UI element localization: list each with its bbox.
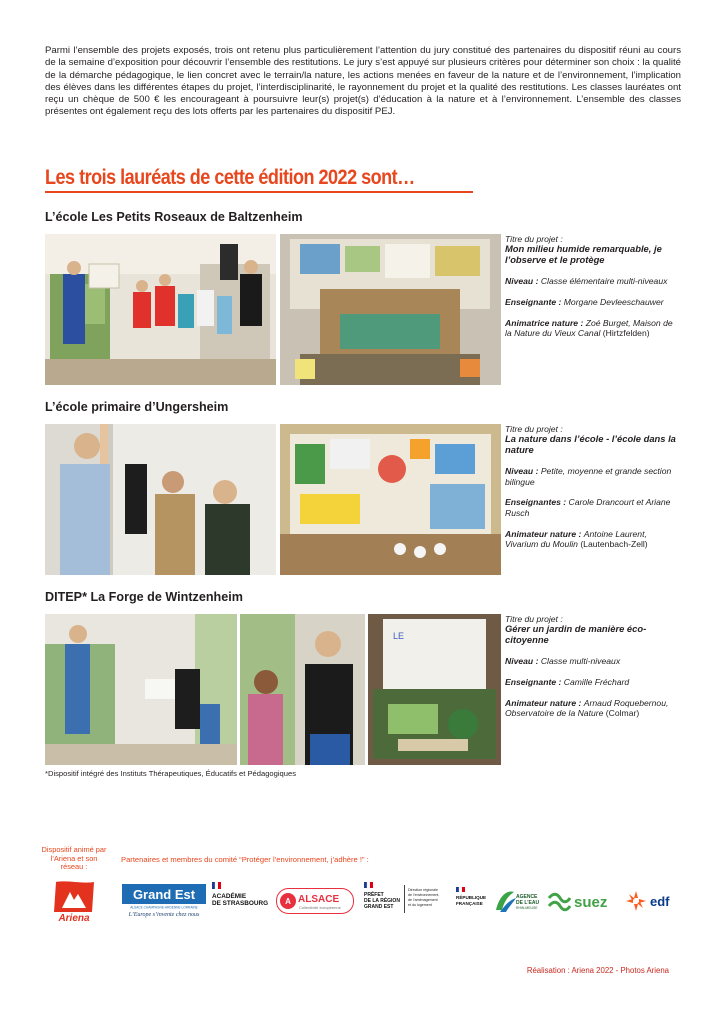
svg-text:A: A [285,897,291,906]
section-heading: Les trois lauréats de cette édition 2022 sont… [45,166,415,189]
winner-2-photo-speakers [45,424,276,575]
partners-label: Partenaires et membres du comité “Protéger l’environnement, j’adhère !” : [121,855,369,864]
grand-est-tagline: L’Europe s’invente chez nous [128,912,200,918]
teacher-label: Enseignante : [505,297,562,307]
grand-est-logo [122,884,206,918]
republique-francaise-logo [455,886,491,916]
winner-3-photo-model [368,614,501,765]
grand-est-title: Grand Est [132,887,196,902]
footnote: *Dispositif intégré des Instituts Thérapeutiques, Éducatifs et Pédagogiques [45,769,297,778]
teacher-value: Camille Fréchard [563,677,630,687]
teacher-value: Carole Drancourt et Ariane Rusch [505,497,671,518]
winner-2-info [505,424,681,560]
winner-1-info [505,234,681,349]
intro-paragraph: Parmi l’ensemble des projets exposés, trois ont retenu plus particulièrement l’attention du jury constitué des partenaires du dispositif réuni au cours de la semaine d’exposition pour découvrir l’ensemble des restitutions. Le jury s’est appuyé sur plusieurs critères pour déterminer son choix : la qualité de la démarche pédagogique, le lien concret avec le terrain/la nature, les actions menées en faveur de la nature et de l’environnement, l’implication des élèves dans les différentes étapes du projet, l’interdisciplinarité, le rayonnement du projet et la qualité des restitutions. Les classes lauréates ont reçu un chèque de 500 € les encourageant à poursuivre leur(s) projet(s) d’éducation à la nature et à l’environnement. L’ensemble des classes présentes ont également reçu des lots offerts par les partenaires du dispositif PEJ. [45,45,681,118]
animator-label: Animatrice nature : [505,317,584,328]
animation-label: Dispositif animé par l’Ariena et son réseau : [41,845,107,872]
dreal-line3: de l’aménagement [408,898,438,902]
level-value: Classe élémentaire multi-niveaux [540,276,668,287]
teacher-label: Enseignantes : [505,497,567,508]
academie-line2: DE STRASBOURG [212,900,269,907]
winner-2-photo-exhibit [280,424,501,575]
level-value: Classe multi-niveaux [540,656,621,667]
agence-line1: AGENCE [516,894,538,900]
project-title-label: Titre du projet : [505,234,563,244]
academie-strasbourg-logo [211,881,271,919]
credit-line: Réalisation : Ariena 2022 - Photos Ariena [526,966,669,975]
project-title-label: Titre du projet : [505,424,563,434]
level-value: Petite, moyenne et grande section bilingue [505,466,672,487]
academie-line1: ACADÉMIE [212,893,247,900]
animator-value: Antoine Laurent, Vivarium du Moulin [505,528,647,550]
project-title: Gérer un jardin de manière éco-citoyenne [505,623,647,645]
project-title-label: Titre du projet : [505,614,563,624]
teacher-label: Enseignante : [505,677,562,687]
alsace-name: ALSACE [298,894,340,905]
project-title: La nature dans l’école - l’école dans la nature [505,433,676,455]
prefet-line1: PRÉFET [364,892,384,898]
dreal-line1: Direction régionale [408,888,438,892]
svg-text:LE: LE [393,631,405,641]
level-label: Niveau : [505,656,539,667]
edf-text: edf [650,894,670,909]
alsace-sub: Collectivité européenne [299,905,341,910]
level-label: Niveau : [505,466,539,477]
winner-2-school-title: L’école primaire d’Ungersheim [45,400,229,414]
winner-3-photo-student-mic [240,614,365,765]
heading-underline [45,191,473,193]
winner-1-school-title: L’école Les Petits Roseaux de Baltzenheim [45,210,303,224]
agence-eau-logo [494,886,540,916]
agence-line3: RHIN-MEUSE [516,906,538,910]
project-title: Mon milieu humide remarquable, je l’observe et le protège [505,243,662,265]
animator-place: (Colmar) [605,708,640,719]
winner-1-photo-students [45,234,276,385]
winner-3-school-title: DITEP* La Forge de Wintzenheim [45,590,243,604]
animator-label: Animateur nature : [505,697,582,708]
winner-3-photo-group [45,614,237,765]
winner-1-photo-exhibit [280,234,501,385]
ariena-logo [48,878,100,924]
dreal-logo [404,885,451,913]
grand-est-sub: ALSACE CHAMPAGNE-ARDENNE LORRAINE [130,905,198,910]
edf-logo [624,888,680,914]
winner-3-info [505,614,681,729]
animator-place: (Hirtzfelden) [602,328,650,339]
prefet-line3: GRAND EST [364,904,394,910]
dreal-line2: de l’environnement, [408,893,440,897]
ariena-logo-text: Ariena [58,913,90,924]
animator-place: (Lautenbach-Zell) [580,539,648,550]
republique-line2: FRANÇAISE [456,901,483,906]
republique-line1: RÉPUBLIQUE [456,895,487,900]
dreal-line4: et du logement [408,903,432,907]
level-label: Niveau : [505,276,539,287]
prefet-line2: DE LA RÉGION [364,898,400,904]
alsace-logo [276,888,354,914]
teacher-value: Morgane Devleeschauwer [563,297,664,307]
agence-line2: DE L’EAU [516,900,540,906]
suez-text: suez [574,894,608,911]
prefet-logo [363,881,401,917]
animator-value: Arnaud Roquebernou, Observatoire de la Nature [505,697,669,719]
animator-label: Animateur nature : [505,528,582,539]
animator-value: Zoé Burget, Maison de la Nature du Vieux Canal [505,317,673,339]
suez-logo [546,890,618,914]
